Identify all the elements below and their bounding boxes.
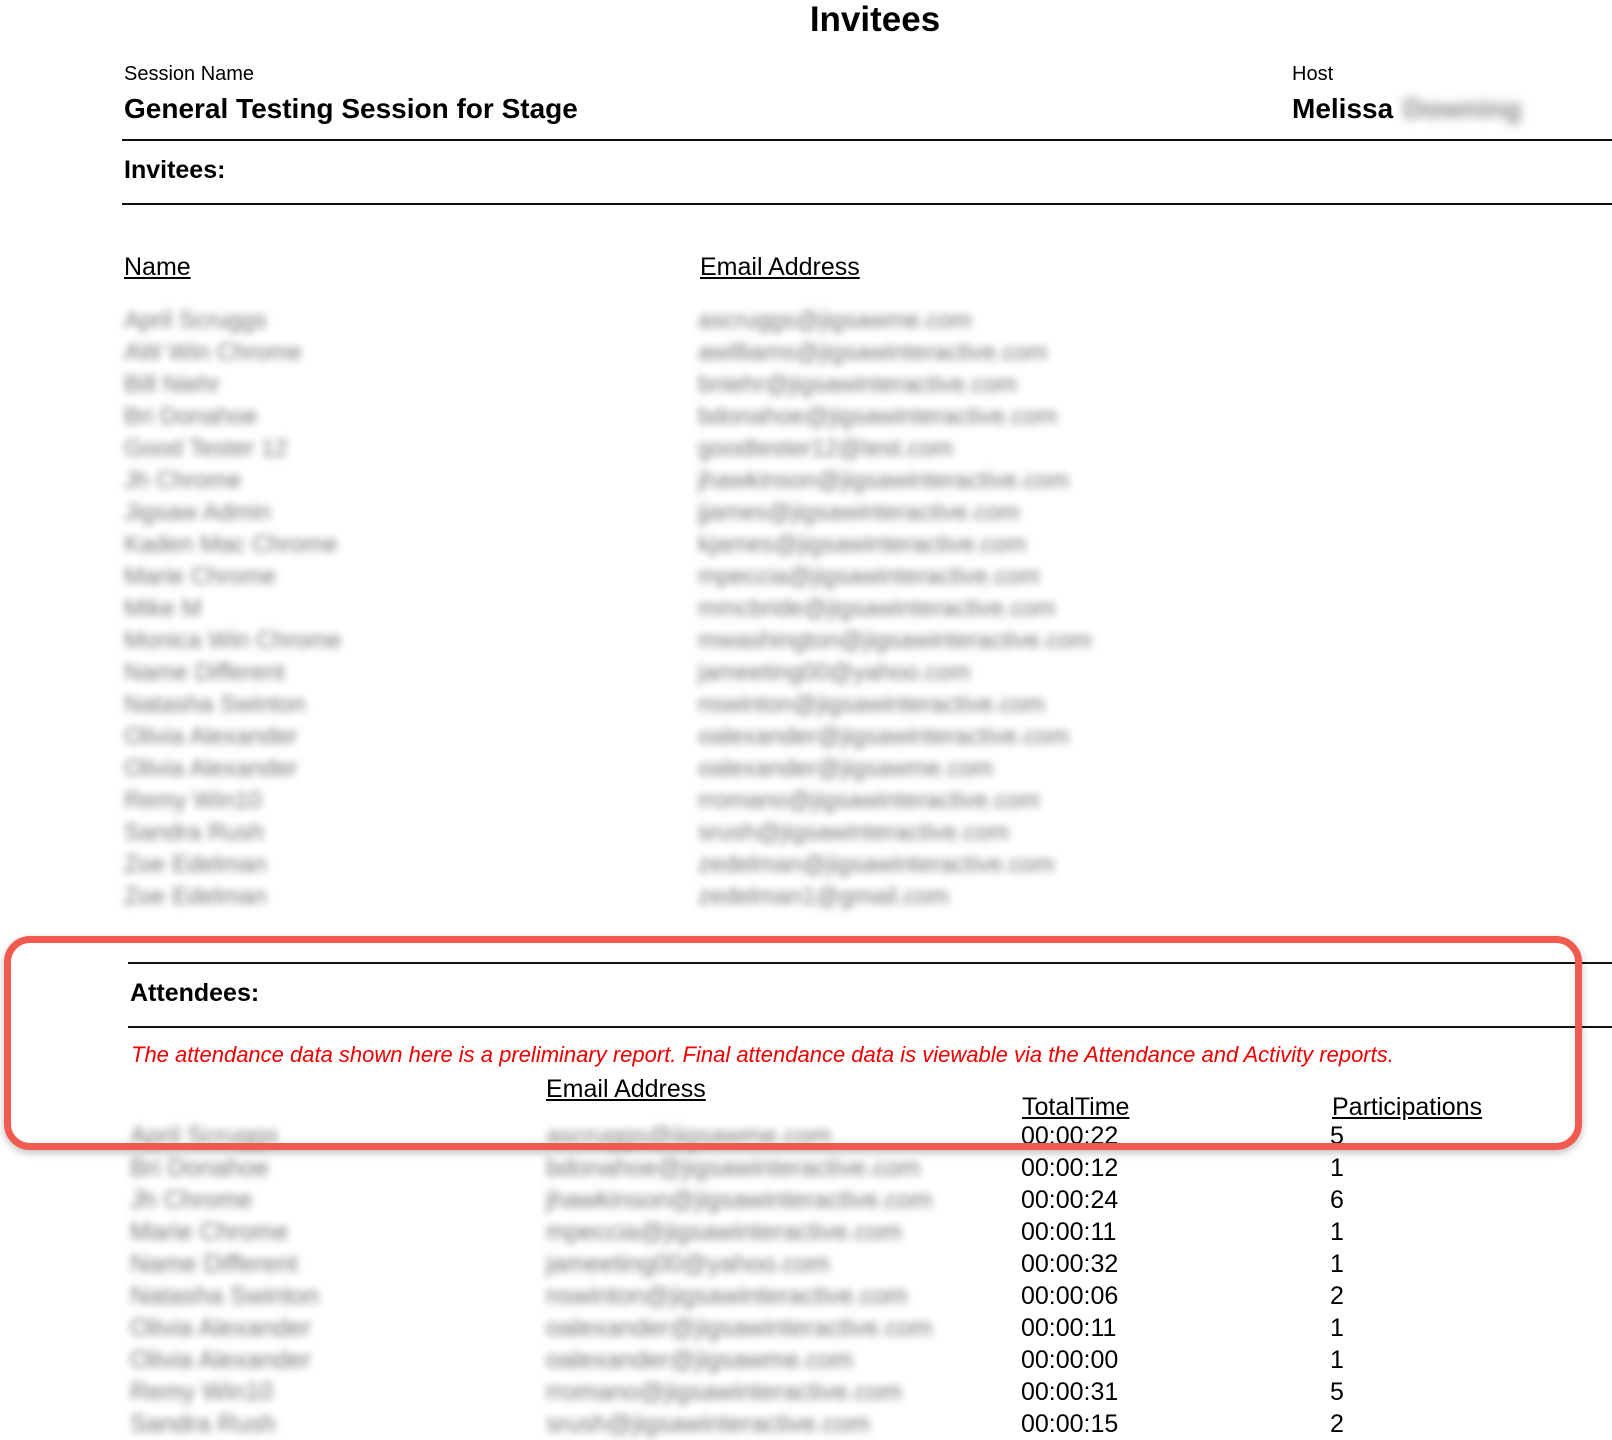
invitee-email bbox=[698, 465, 1378, 497]
invitee-email bbox=[698, 753, 1378, 785]
invitee-name bbox=[124, 785, 644, 817]
attendee-participations: 2 bbox=[1330, 1282, 1344, 1310]
invitee-email bbox=[698, 849, 1378, 881]
invitee-email bbox=[698, 529, 1378, 561]
attendee-row bbox=[0, 1280, 1612, 1312]
invitees-divider bbox=[122, 203, 1612, 205]
invitee-email-text: goodtester12@test.com bbox=[698, 435, 954, 462]
invitee-name bbox=[124, 561, 644, 593]
invitee-email bbox=[698, 369, 1378, 401]
invitee-name-text: Name Different bbox=[124, 659, 285, 686]
preliminary-report-notice: The attendance data shown here is a preliminary report. Final attendance data is viewable via the Attendance and Activity reports. bbox=[131, 1042, 1394, 1067]
invitee-email-text: jameeting00@yahoo.com bbox=[698, 659, 971, 686]
attendee-participations: 1 bbox=[1330, 1314, 1344, 1342]
invitee-name-text: Olivia Alexander bbox=[124, 723, 298, 750]
attendee-total-time: 00:00:31 bbox=[1021, 1378, 1119, 1406]
invitee-email-text: mmcbride@jigsawinteractive.com bbox=[698, 595, 1056, 622]
attendee-row bbox=[0, 1120, 1612, 1152]
attendee-name: April Scruggs bbox=[130, 1122, 279, 1150]
attendee-name: Bri Donahoe bbox=[130, 1154, 269, 1182]
invitee-name-text: Good Tester 12 bbox=[124, 435, 288, 462]
attendee-email: rromano@jigsawinteractive.com bbox=[546, 1378, 903, 1406]
session-name-label: Session Name bbox=[124, 63, 255, 85]
invitee-name bbox=[124, 721, 644, 753]
invitee-email-text: srush@jigsawinteractive.com bbox=[698, 819, 1010, 846]
attendee-row bbox=[0, 1248, 1612, 1280]
invitee-name-text: Bill Niehr bbox=[124, 371, 221, 398]
invitees-email-header[interactable]: Email Address bbox=[700, 253, 860, 281]
attendee-email: bdonahoe@jigsawinteractive.com bbox=[546, 1154, 921, 1182]
invitee-name-text: Bri Donahoe bbox=[124, 403, 258, 430]
invitee-email-text: jjames@jigsawinteractive.com bbox=[698, 499, 1020, 526]
attendees-divider bbox=[128, 1026, 1612, 1028]
invitee-name bbox=[124, 369, 644, 401]
invitee-email-text: awilliams@jigsawinteractive.com bbox=[698, 339, 1048, 366]
invitees-email-list bbox=[698, 305, 1378, 913]
attendee-email: mpeccia@jigsawinteractive.com bbox=[546, 1218, 903, 1246]
invitee-email bbox=[698, 337, 1378, 369]
invitee-email bbox=[698, 721, 1378, 753]
attendee-total-time: 00:00:12 bbox=[1021, 1154, 1119, 1182]
invitee-email-text: oalexander@jigsawme.com bbox=[698, 755, 994, 782]
attendee-row bbox=[0, 1376, 1612, 1408]
attendee-participations: 2 bbox=[1330, 1410, 1344, 1438]
attendee-total-time: 00:00:06 bbox=[1021, 1282, 1119, 1310]
attendee-row bbox=[0, 1216, 1612, 1248]
invitee-name-text: Mike M bbox=[124, 595, 202, 622]
attendee-participations: 1 bbox=[1330, 1250, 1344, 1278]
invitee-name bbox=[124, 497, 644, 529]
invitee-email bbox=[698, 689, 1378, 721]
attendee-total-time: 00:00:15 bbox=[1021, 1410, 1119, 1438]
invitee-name bbox=[124, 689, 644, 721]
invitee-name-text: Natasha Swinton bbox=[124, 691, 306, 718]
invitee-name bbox=[124, 849, 644, 881]
invitee-name-text: Sandra Rush bbox=[124, 819, 265, 846]
attendee-email: srush@jigsawinteractive.com bbox=[546, 1410, 871, 1438]
attendee-name: Olivia Alexander bbox=[130, 1346, 311, 1374]
attendee-row bbox=[0, 1184, 1612, 1216]
attendee-total-time: 00:00:24 bbox=[1021, 1186, 1119, 1214]
attendee-row bbox=[0, 1312, 1612, 1344]
invitee-email-text: oalexander@jigsawinteractive.com bbox=[698, 723, 1070, 750]
invitee-name-text: Kaden Mac Chrome bbox=[124, 531, 338, 558]
invitees-section-title: Invitees: bbox=[124, 156, 226, 184]
invitees-name-header[interactable]: Name bbox=[124, 253, 191, 281]
attendee-name: Olivia Alexander bbox=[130, 1314, 311, 1342]
invitee-email-text: bdonahoe@jigsawinteractive.com bbox=[698, 403, 1058, 430]
invitee-email-text: ascruggs@jigsawme.com bbox=[698, 307, 972, 334]
invitee-name bbox=[124, 465, 644, 497]
invitee-name bbox=[124, 529, 644, 561]
attendee-email: jameeting00@yahoo.com bbox=[546, 1250, 830, 1278]
attendees-section-title: Attendees: bbox=[130, 979, 260, 1007]
host-value bbox=[1292, 92, 1521, 126]
invitee-email-text: zedelman@jigsawinteractive.com bbox=[698, 851, 1055, 878]
attendee-email: ascruggs@jigsawme.com bbox=[546, 1122, 832, 1150]
invitee-email-text: bniehr@jigsawinteractive.com bbox=[698, 371, 1018, 398]
attendee-name: Remy Win10 bbox=[130, 1378, 274, 1406]
invitee-email bbox=[698, 305, 1378, 337]
invitee-email-text: kjames@jigsawinteractive.com bbox=[698, 531, 1027, 558]
attendee-email: oalexander@jigsawme.com bbox=[546, 1346, 854, 1374]
attendee-email: nswinton@jigsawinteractive.com bbox=[546, 1282, 908, 1310]
invitee-email bbox=[698, 817, 1378, 849]
invitee-email-text: mwashington@jigsawinteractive.com bbox=[698, 627, 1092, 654]
attendee-name: Jh Chrome bbox=[130, 1186, 253, 1214]
invitee-name-text: Remy Win10 bbox=[124, 787, 262, 814]
invitee-name-text: Jigsaw Admin bbox=[124, 499, 271, 526]
attendee-participations: 1 bbox=[1330, 1218, 1344, 1246]
invitee-name bbox=[124, 305, 644, 337]
attendee-participations: 1 bbox=[1330, 1154, 1344, 1182]
host-last-name-redacted: Downing bbox=[1403, 93, 1522, 124]
invitee-email bbox=[698, 433, 1378, 465]
attendee-total-time: 00:00:22 bbox=[1021, 1122, 1119, 1150]
invitee-email bbox=[698, 625, 1378, 657]
invitee-name bbox=[124, 657, 644, 689]
invitee-name-text: Zoe Edelman bbox=[124, 851, 267, 878]
invitee-email bbox=[698, 881, 1378, 913]
invitee-email-text: mpeccia@jigsawinteractive.com bbox=[698, 563, 1040, 590]
invitee-email bbox=[698, 561, 1378, 593]
invitee-email bbox=[698, 593, 1378, 625]
invitee-name bbox=[124, 817, 644, 849]
invitee-name bbox=[124, 401, 644, 433]
attendee-total-time: 00:00:32 bbox=[1021, 1250, 1119, 1278]
attendee-participations: 1 bbox=[1330, 1346, 1344, 1374]
attendee-email: jhawkinson@jigsawinteractive.com bbox=[546, 1186, 933, 1214]
invitee-name bbox=[124, 625, 644, 657]
host-first-name: Melissa bbox=[1292, 93, 1394, 124]
attendee-participations: 5 bbox=[1330, 1378, 1344, 1406]
page-title: Invitees bbox=[809, 0, 941, 39]
attendee-total-time: 00:00:00 bbox=[1021, 1346, 1119, 1374]
invitee-name bbox=[124, 753, 644, 785]
invitee-name-text: AW Win Chrome bbox=[124, 339, 302, 366]
invitee-name bbox=[124, 433, 644, 465]
invitee-name-text: Marie Chrome bbox=[124, 563, 277, 590]
invitee-name-text: Jh Chrome bbox=[124, 467, 242, 494]
invitee-email bbox=[698, 401, 1378, 433]
invitee-name bbox=[124, 337, 644, 369]
attendees-totaltime-header[interactable]: TotalTime bbox=[1022, 1093, 1130, 1121]
invitee-email-text: nswinton@jigsawinteractive.com bbox=[698, 691, 1046, 718]
attendee-row bbox=[0, 1344, 1612, 1376]
invitee-name-text: Zoe Edelman bbox=[124, 883, 267, 910]
invitee-email bbox=[698, 785, 1378, 817]
invitee-name bbox=[124, 593, 644, 625]
attendee-name: Natasha Swinton bbox=[130, 1282, 320, 1310]
invitee-email bbox=[698, 657, 1378, 689]
attendee-total-time: 00:00:11 bbox=[1021, 1314, 1117, 1342]
attendee-participations: 6 bbox=[1330, 1186, 1344, 1214]
attendee-name: Name Different bbox=[130, 1250, 298, 1278]
attendee-total-time: 00:00:11 bbox=[1021, 1218, 1117, 1246]
session-name-value: General Testing Session for Stage bbox=[124, 93, 578, 124]
attendee-name: Marie Chrome bbox=[130, 1218, 289, 1246]
invitees-name-list bbox=[124, 305, 644, 913]
attendee-name: Sandra Rush bbox=[130, 1410, 276, 1438]
attendee-row bbox=[0, 1408, 1612, 1440]
invitee-name-text: Monica Win Chrome bbox=[124, 627, 342, 654]
invitee-email-text: zedelman1@gmail.com bbox=[698, 883, 950, 910]
attendees-participations-header[interactable]: Participations bbox=[1332, 1093, 1483, 1121]
invitee-email-text: rromano@jigsawinteractive.com bbox=[698, 787, 1040, 814]
invitee-name-text: April Scruggs bbox=[124, 307, 267, 334]
invitee-name bbox=[124, 881, 644, 913]
attendee-participations: 5 bbox=[1330, 1122, 1344, 1150]
attendees-top-divider bbox=[128, 962, 1612, 964]
invitee-email-text: jhawkinson@jigsawinteractive.com bbox=[698, 467, 1070, 494]
attendee-row bbox=[0, 1152, 1612, 1184]
invitee-name-text: Olivia Alexander bbox=[124, 755, 298, 782]
header-divider bbox=[122, 139, 1612, 141]
attendee-email: oalexander@jigsawinteractive.com bbox=[546, 1314, 933, 1342]
host-label: Host bbox=[1292, 63, 1334, 85]
invitee-email bbox=[698, 497, 1378, 529]
attendees-email-header[interactable]: Email Address bbox=[546, 1075, 706, 1103]
